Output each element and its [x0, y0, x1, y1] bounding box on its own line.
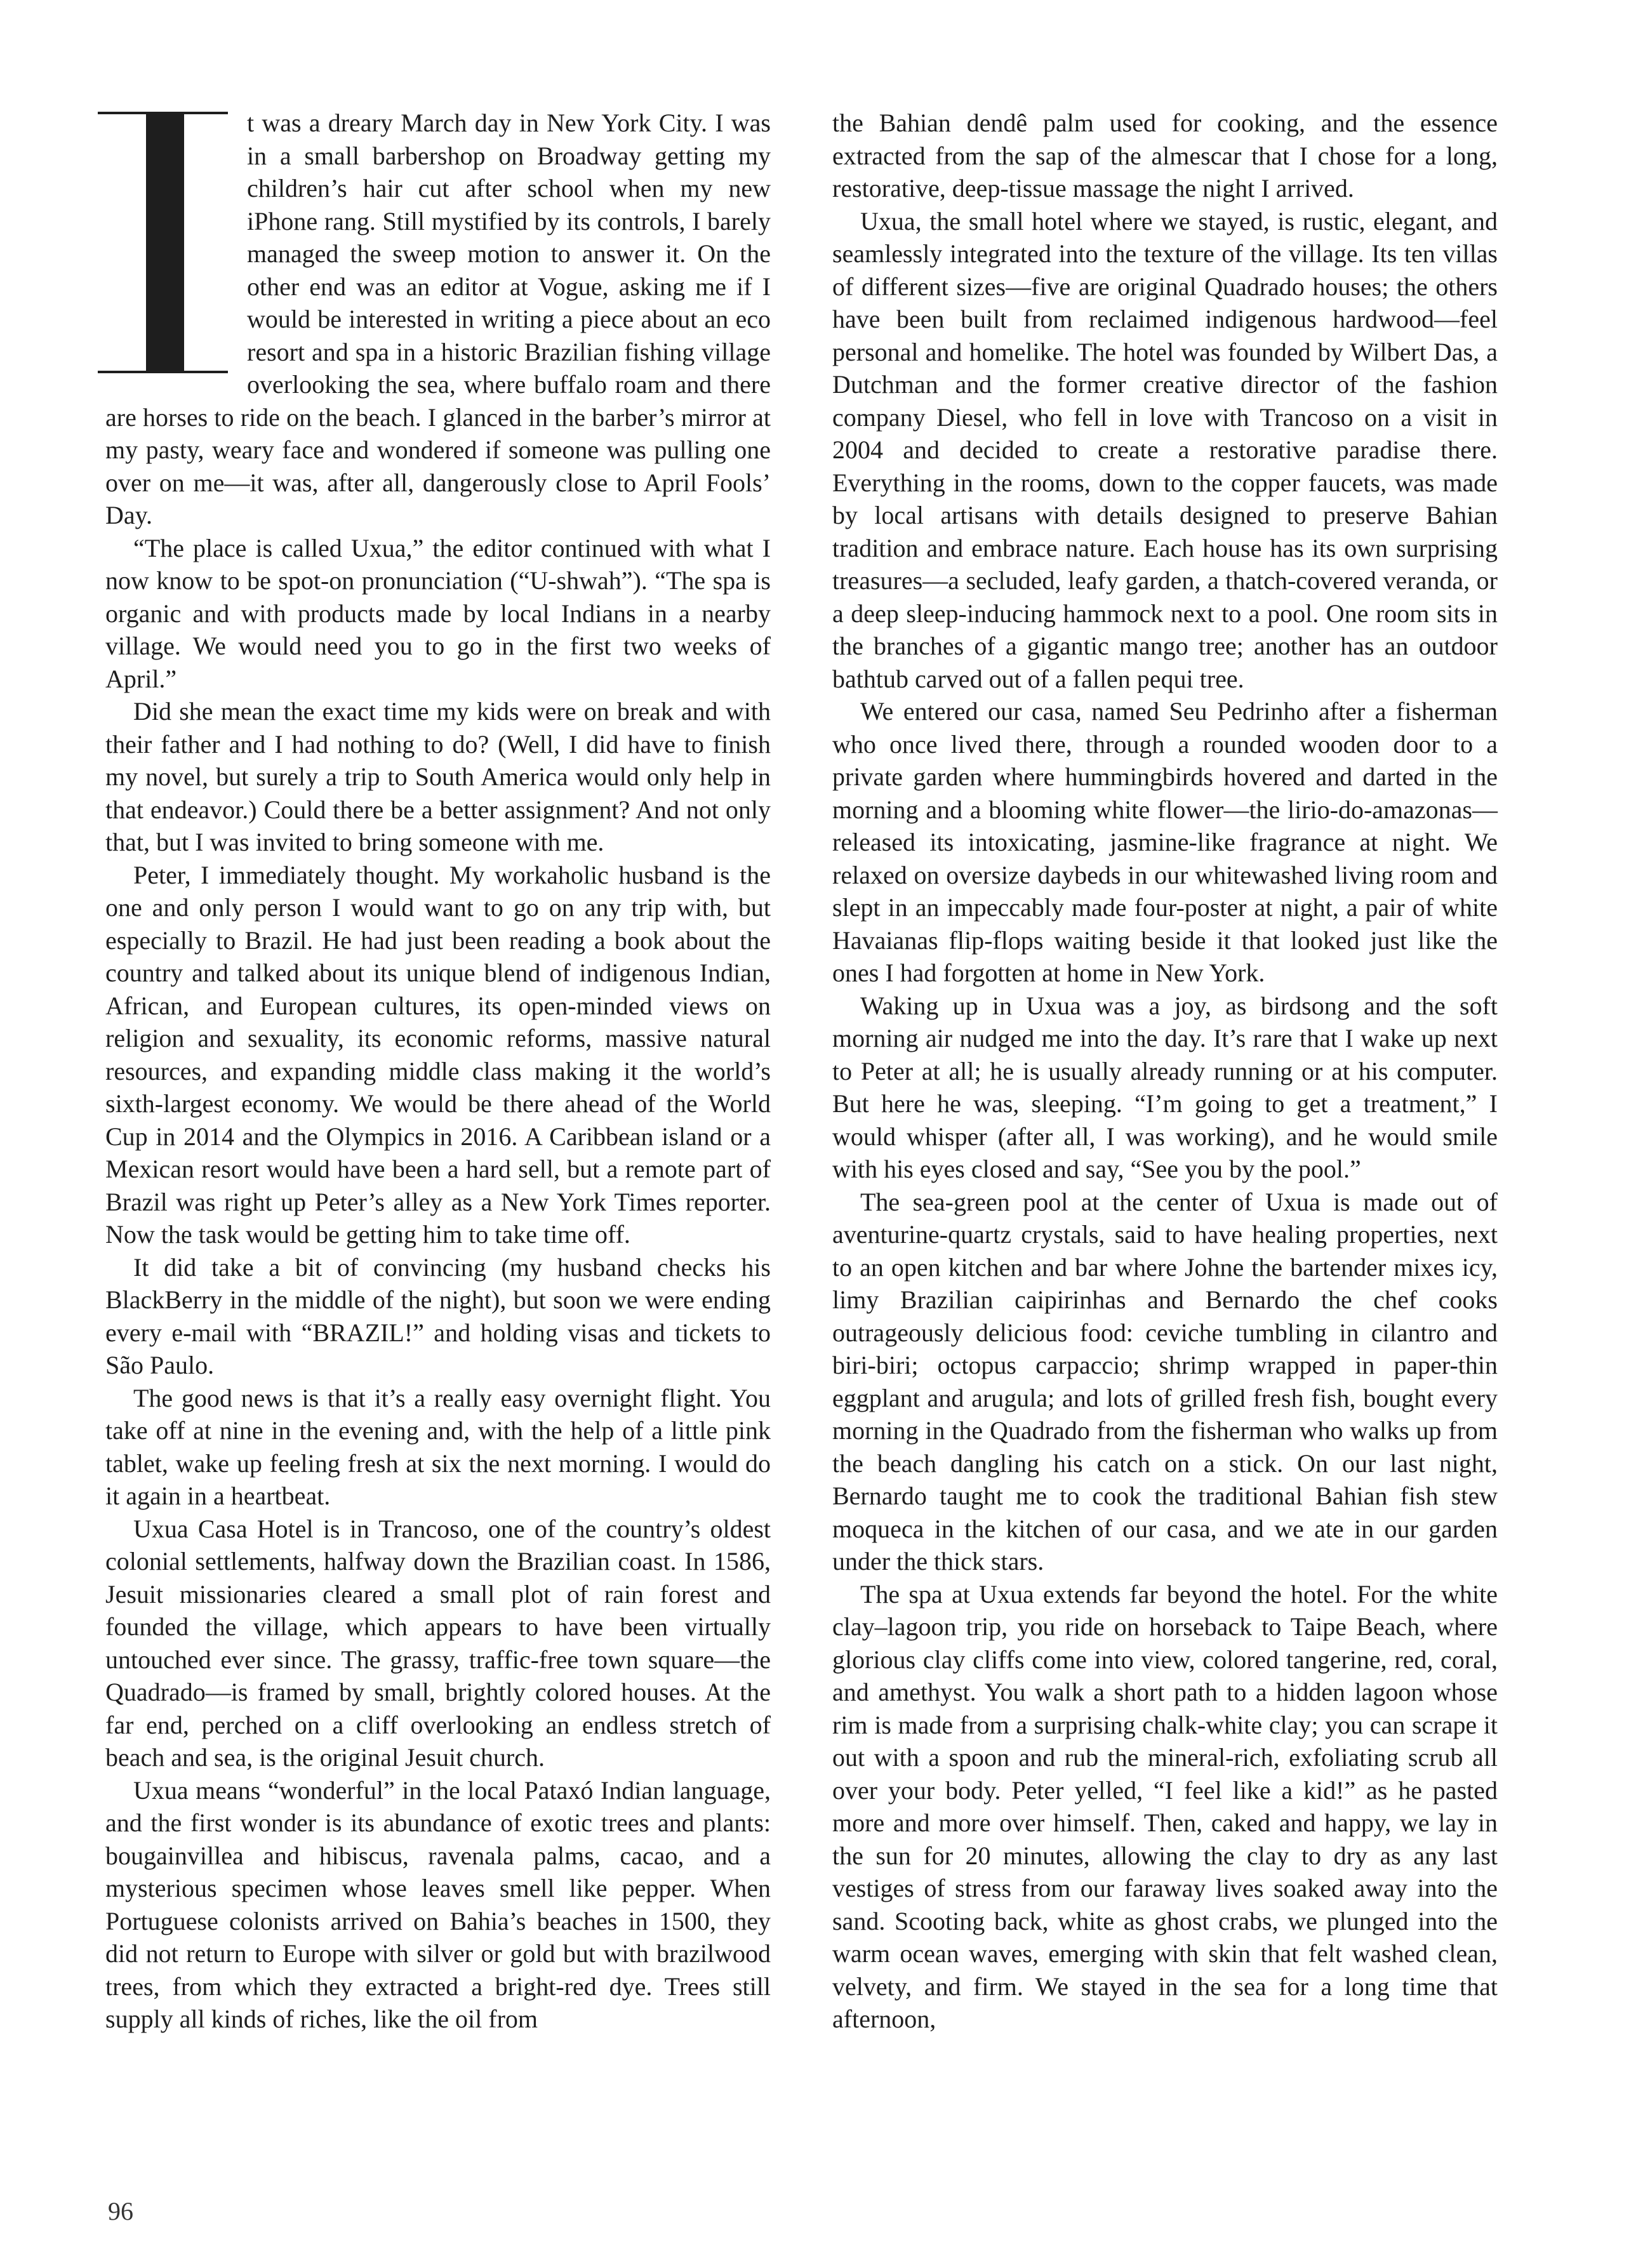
- right-column: [832, 107, 1498, 2036]
- page-number: 96: [108, 2197, 133, 2225]
- paragraph: Uxua, the small hotel where we stayed, is rustic, elegant, and seamlessly integrated into the texture of the village. Its ten villas of different sizes—five are original Quadrado houses; the others have been built from reclaimed indigenous hardwood—feel personal and homelike. The hotel was founded by Wilbert Das, a Dutchman and the former creative director of the fashion company Diesel, who fell in love with Trancoso on a visit in 2004 and decided to create a restorative paradise there. Everything in the rooms, down to the copper faucets, was made by local artisans with details designed to preserve Bahian tradition and embrace nature. Each house has its own surprising treasures—a secluded, leafy garden, a thatch-covered veranda, or a deep sleep-inducing hammock next to a pool. One room sits in the branches of a gigantic mango tree; another has an outdoor bathtub carved out of a fallen pequi tree.: [832, 206, 1498, 693]
- paragraph: the Bahian dendê palm used for cooking, and the essence extracted from the sap of the almescar that I chose for a long, restorative, deep-tissue massage the night I arrived.: [832, 109, 1498, 202]
- paragraph: It did take a bit of convincing (my husband checks his BlackBerry in the middle of the night), but soon we were ending every e-mail with “BRAZIL!” and holding visas and tickets to São Paulo.: [105, 1252, 771, 1379]
- paragraph: Uxua means “wonderful” in the local Pataxó Indian language, and the first wonder is its abundance of exotic trees and plants: bougainvillea and hibiscus, ravenala palms, cacao, and a mysterious specimen whose leaves smell like pepper. When Portuguese colonists arrived on Bahia’s beaches in 1500, they did not return to Europe with silver or gold but with brazilwood trees, from which they extracted a bright-red dye. Trees still supply all kinds of riches, like the oil from: [105, 1775, 771, 2033]
- paragraph: The spa at Uxua extends far beyond the hotel. For the white clay–lagoon trip, you ride on horseback to Taipe Beach, where glorious clay cliffs come into view, colored tangerine, red, coral, and amethyst. You walk a short path to a hidden lagoon whose rim is made from a surprising chalk-white clay; you can scrape it out with a spoon and rub the mineral-rich, exfoliating scrub all over your body. Peter yelled, “I feel like a kid!” as he pasted more and more over himself. Then, caked and happy, we lay in the sun for 20 minutes, allowing the clay to dry as any last vestiges of stress from our faraway lives soaked away into the sand. Scooting back, white as ghost crabs, we plunged into the warm ocean waves, emerging with skin that felt washed clean, velvety, and firm. We stayed in the sea for a long time that afternoon,: [832, 1579, 1498, 2033]
- paragraph: Uxua Casa Hotel is in Trancoso, one of the country’s oldest colonial settlements, halfway down the Brazilian coast. In 1586, Jesuit missionaries cleared a small plot of rain forest and founded the village, which appears to have been virtually untouched ever since. The grassy, traffic-free town square—the Quadrado—is framed by small, brightly colored houses. At the far end, perched on a cliff overlooking an endless stretch of beach and sea, is the original Jesuit church.: [105, 1514, 771, 1772]
- paragraph: Did she mean the exact time my kids were on break and with their father and I had nothing to do? (Well, I did have to finish my novel, but surely a trip to South America would only help in that endeavor.) Could there be a better assignment? And not only that, but I was invited to bring someone with me.: [105, 697, 771, 856]
- paragraph: The good news is that it’s a really easy overnight flight. You take off at nine in the evening and, with the help of a little pink tablet, wake up feeling fresh at six the next morning. I would do it again in a heartbeat.: [105, 1383, 771, 1510]
- paragraph: Peter, I immediately thought. My workaholic husband is the one and only person I would want to go on any trip with, but especially to Brazil. He had just been reading a book about the country and talked about its unique blend of indigenous Indian, African, and European cultures, its open-minded views on religion and sexuality, its economic reforms, massive natural resources, and expanding middle class making it the world’s sixth-largest economy. We would be there ahead of the World Cup in 2014 and the Olympics in 2016. A Caribbean island or a Mexican resort would have been a hard sell, but a remote part of Brazil was right up Peter’s alley as a New York Times reporter. Now the task would be getting him to take time off.: [105, 860, 771, 1249]
- left-column: [105, 107, 771, 2036]
- paragraph: t was a dreary March day in New York City. I was in a small barbershop on Broadway getting my children’s hair cut after school when my new iPhone rang. Still mystified by its controls, I barely managed the sweep motion to answer it. On the other end was an editor at Vogue, asking me if I would be interested in writing a piece about an eco resort and spa in a historic Brazilian fishing village overlooking the sea, where buffalo roam and there are horses to ride on the beach. I glanced in the barber’s mirror at my pasty, weary face and wondered if someone was pulling one over on me—it was, after all, dangerously close to April Fools’ Day.: [105, 109, 771, 529]
- paragraph: We entered our casa, named Seu Pedrinho after a fisherman who once lived there, through a rounded wooden door to a private garden where hummingbirds hovered and darted in the morning and a blooming white flower—the lirio-do-amazonas—released its intoxicating, jasmine-like fragrance at night. We relaxed on oversize daybeds in our whitewashed living room and slept in an impeccably made four-poster at night, a pair of white Havaianas flip-flops waiting beside it that looked just like the ones I had forgotten at home in New York.: [832, 697, 1498, 987]
- paragraph: The sea-green pool at the center of Uxua is made out of aventurine-quartz crystals, said to have healing properties, next to an open kitchen and bar where Johne the bartender mixes icy, limy Brazilian caipirinhas and Bernardo the chef cooks outrageously delicious food: ceviche tumbling in cilantro and biri-biri; octopus carpaccio; shrimp wrapped in paper-thin eggplant and arugula; and lots of grilled fresh fish, bought every morning in the Quadrado from the fisherman who walks up from the beach dangling his catch on a stick. On our last night, Bernardo taught me to cook the traditional Bahian fish stew moqueca in the kitchen of our casa, and we ate in our garden under the thick stars.: [832, 1187, 1498, 1575]
- paragraph: Waking up in Uxua was a joy, as birdsong and the soft morning air nudged me into the day. It’s rare that I wake up next to Peter at all; he is usually already running or at his computer. But here he was, sleeping. “I’m going to get a treatment,” I would whisper (after all, I was working), and he would smile with his eyes closed and say, “See you by the pool.”: [832, 991, 1498, 1183]
- paragraph: “The place is called Uxua,” the editor continued with what I now know to be spot-on pronunciation (“U-shwah”). “The spa is organic and with products made by local Indians in a nearby village. We would need you to go in the first two weeks of April.”: [105, 533, 771, 693]
- drop-cap: [98, 112, 228, 373]
